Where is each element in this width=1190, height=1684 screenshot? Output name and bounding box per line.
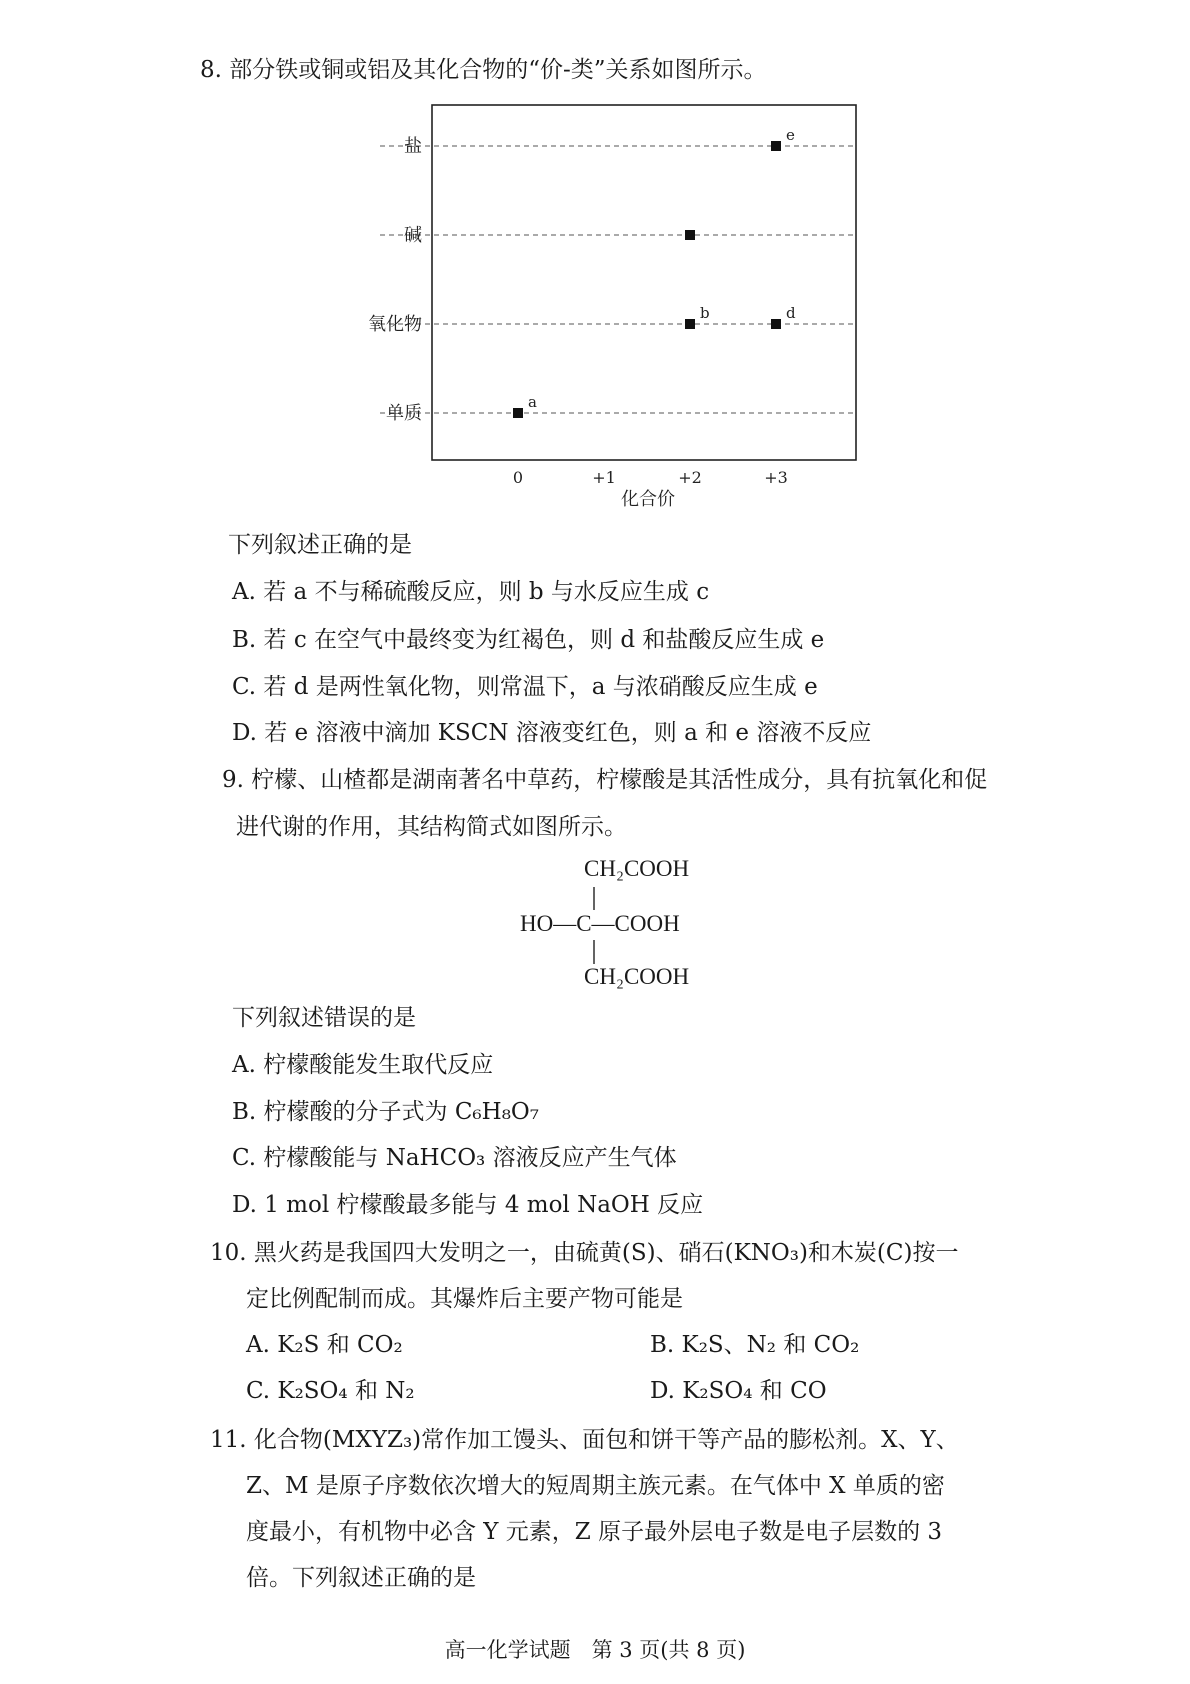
q10-option-b: B. K₂S、N₂ 和 CO₂ [650, 1332, 860, 1358]
citric-acid-structure [500, 852, 760, 1002]
q11-line4: 倍。下列叙述正确的是 [246, 1565, 476, 1591]
q8-option-d: D. 若 e 溶液中滴加 KSCN 溶液变红色，则 a 和 e 溶液不反应 [232, 720, 872, 746]
y-axis-labels [368, 136, 422, 424]
q10-stem-line1: 10. 黑火药是我国四大发明之一，由硫黄(S)、硝石(KNO₃)和木炭(C)按一 [210, 1240, 959, 1266]
q9-option-c: C. 柠檬酸能与 NaHCO₃ 溶液反应产生气体 [232, 1145, 677, 1171]
data-point-4 [771, 141, 781, 151]
q10-stem-line2: 定比例配制而成。其爆炸后主要产物可能是 [246, 1286, 683, 1312]
data-point-0 [513, 408, 523, 418]
point-label-e: e [786, 126, 795, 144]
q10-option-d: D. K₂SO₄ 和 CO [650, 1378, 827, 1404]
x-tick-3: +3 [764, 468, 788, 487]
x-tick-1: +1 [592, 468, 616, 487]
q9-option-d: D. 1 mol 柠檬酸最多能与 4 mol NaOH 反应 [232, 1192, 704, 1218]
data-point-1 [685, 319, 695, 329]
structure-middle: HO—C—COOH [520, 911, 680, 936]
point-label-b: b [700, 304, 710, 322]
page-footer: 高一化学试题 第 3 页(共 8 页) [444, 1638, 746, 1662]
q9-option-a: A. 柠檬酸能发生取代反应 [232, 1052, 494, 1078]
y-label-0: 单质 [386, 403, 422, 424]
q10-option-c: C. K₂SO₄ 和 N₂ [246, 1378, 415, 1404]
plot-frame [432, 105, 856, 460]
q11-line3: 度最小，有机物中必含 Y 元素，Z 原子最外层电子数是电子层数的 3 [246, 1519, 943, 1545]
x-tick-0: 0 [512, 468, 524, 487]
q10-option-a: A. K₂S 和 CO₂ [246, 1332, 403, 1358]
y-label-2: 碱 [404, 225, 422, 246]
q9-stem-line1: 9. 柠檬、山楂都是湖南著名中草药，柠檬酸是其活性成分，具有抗氧化和促 [222, 767, 988, 793]
x-tick-2: +2 [678, 468, 702, 487]
q9-stem-line2: 进代谢的作用，其结构简式如图所示。 [236, 814, 627, 840]
q9-option-b: B. 柠檬酸的分子式为 C₆H₈O₇ [232, 1099, 540, 1125]
data-point-3 [771, 319, 781, 329]
point-label-a: a [528, 393, 537, 411]
q8-prompt: 下列叙述正确的是 [228, 532, 412, 558]
q8-option-c: C. 若 d 是两性氧化物，则常温下，a 与浓硝酸反应生成 e [232, 674, 818, 700]
data-points [513, 126, 796, 418]
data-point-2 [685, 230, 695, 240]
x-axis-ticks [513, 468, 788, 487]
q8-option-a: A. 若 a 不与稀硫酸反应，则 b 与水反应生成 c [232, 579, 710, 605]
q8-option-b: B. 若 c 在空气中最终变为红褐色，则 d 和盐酸反应生成 e [232, 627, 825, 653]
y-label-1: 氧化物 [368, 314, 422, 335]
q8-stem: 8. 部分铁或铜或铝及其化合物的“价-类”关系如图所示。 [200, 57, 767, 83]
q11-line2: Z、M 是原子序数依次增大的短周期主族元素。在气体中 X 单质的密 [246, 1473, 945, 1499]
point-label-d: d [786, 304, 796, 322]
q9-prompt: 下列叙述错误的是 [232, 1005, 416, 1031]
structure-top: CH₂COOH [584, 856, 690, 881]
q11-line1: 11. 化合物(MXYZ₃)常作加工馒头、面包和饼干等产品的膨松剂。X、Y、 [210, 1427, 959, 1453]
structure-bottom: CH₂COOH [584, 964, 690, 989]
x-axis-label: 化合价 [621, 489, 675, 510]
gridlines [380, 146, 856, 413]
y-label-3: 盐 [404, 136, 422, 157]
